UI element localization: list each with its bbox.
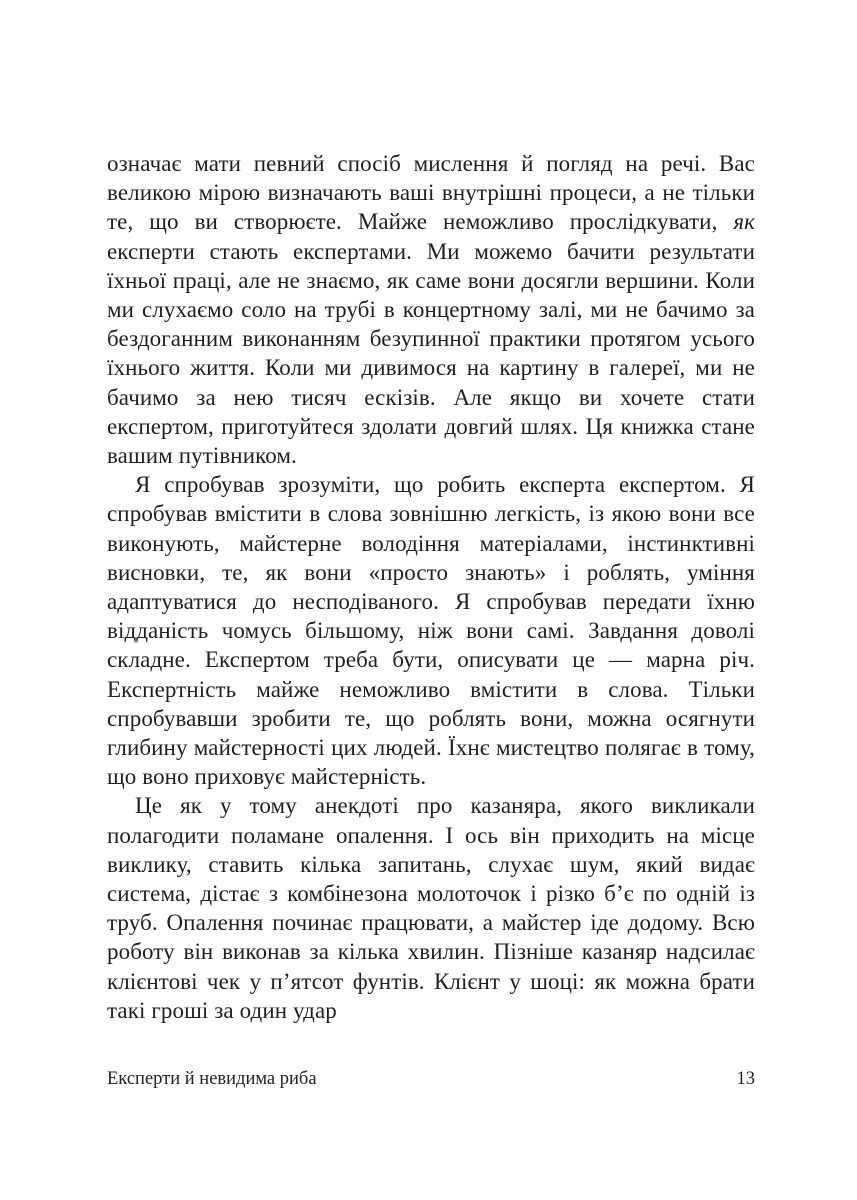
paragraph-continuation xyxy=(107,149,755,470)
paragraph: Я спробував зрозуміти, що робить експерта експертом. Я спробував вмістити в слова зовнішню легкість, із якою вони все виконують, майстерне володіння матеріалами, інстинктивні висновки, те, як вони «просто знають» і роблять, уміння адаптуватися до несподіваного. Я спробував передати їхню відданість чомусь більшому, ніж вони самі. Завдання доволі складне. Експертом треба бути, описувати це — марна річ. Експертність майже неможливо вмістити в слова. Тільки спробувавши зробити те, що роблять вони, можна осягнути глибину майстерності цих людей. Їхнє мистецтво полягає в тому, що воно приховує майстерність. xyxy=(107,472,755,790)
italic-word: як xyxy=(733,209,755,235)
page-text-block xyxy=(107,149,755,1025)
paragraph-text: означає мати певний спосіб мислення й погляд на речі. Вас великою мірою визначають ваші внутрішні процеси, а не тільки те, що ви створюєте. Майже неможливо прослідкувати, xyxy=(107,151,755,235)
running-title: Експерти й невидима риба xyxy=(107,1069,317,1089)
page-footer xyxy=(107,1068,755,1090)
paragraph-text: експерти стають експертами. Ми можемо бачити результати їхньої праці, але не знаємо, як саме вони досягли вершини. Коли ми слухаємо соло на трубі в концертному залі, ми не бачимо за бездоганним виконанням безупинної практики протягом усього їхнього життя. Коли ми дивимося на картину в галереї, ми не бачимо за нею тисяч ескізів. Але якщо ви хочете стати експертом, приготуйтеся здолати довгий шлях. Ця книжка стане вашим путівником. xyxy=(107,238,755,469)
page-number: 13 xyxy=(736,1069,755,1089)
paragraph: Це як у тому анекдоті про казаняра, якого викликали полагодити поламане опалення. І ось він приходить на місце виклику, ставить кілька запитань, слухає шум, який видає система, дістає з комбінезона молоточок і різко б’є по одній із труб. Опалення починає працювати, а майстер іде додому. Всю роботу він виконав за кілька хвилин. Пізніше казаняр надсилає клієнтові чек у п’ятсот фунтів. Клієнт у шоці: як можна брати такі гроші за один удар xyxy=(107,793,755,1023)
